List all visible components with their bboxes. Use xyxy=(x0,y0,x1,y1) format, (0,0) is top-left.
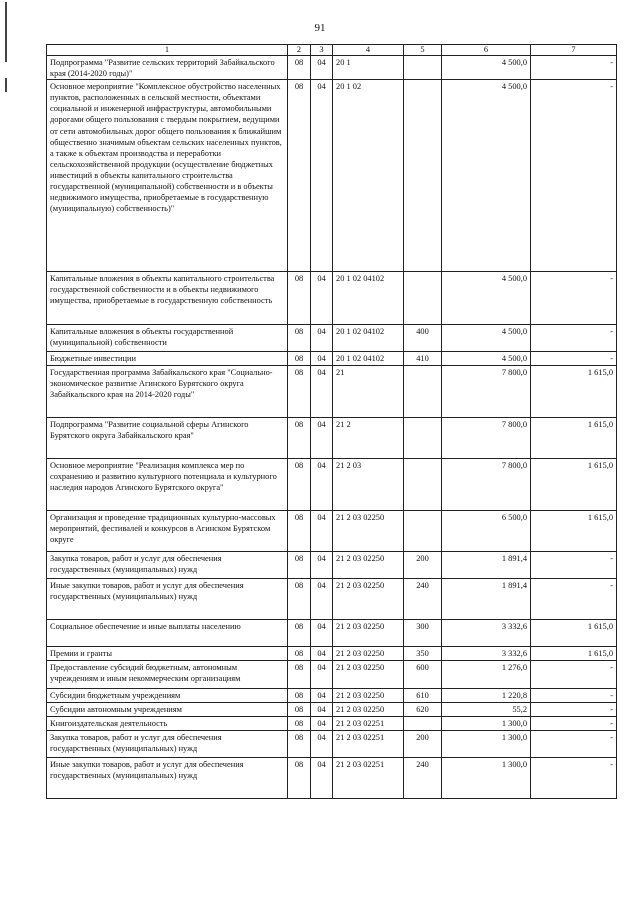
expense-type-cell: 300 xyxy=(404,620,442,647)
section-code-cell: 08 xyxy=(288,352,311,366)
table-row xyxy=(47,703,617,717)
section-code-cell: 08 xyxy=(288,325,311,352)
amount-cell: 3 332,6 xyxy=(442,620,531,647)
section-code-cell: 08 xyxy=(288,647,311,661)
expense-type-cell: 400 xyxy=(404,325,442,352)
federal-amount-cell: - xyxy=(531,272,617,325)
subsection-code-cell: 04 xyxy=(311,647,333,661)
subsection-code-cell: 04 xyxy=(311,80,333,272)
section-code-cell: 08 xyxy=(288,758,311,799)
target-article-cell: 20 1 02 xyxy=(333,80,404,272)
page-number: 91 xyxy=(314,22,326,34)
row-name-cell: Государственная программа Забайкальского края "Социально-экономическое развитие Агинского Бурятского округа Забайкальского края на 2014-2020 годы" xyxy=(47,366,288,418)
subsection-code-cell: 04 xyxy=(311,552,333,579)
federal-amount-cell: - xyxy=(531,80,617,272)
amount-cell: 55,2 xyxy=(442,703,531,717)
table-row xyxy=(47,272,617,325)
row-name-cell: Капитальные вложения в объекты капитального строительства государственной собственности и в объекты недвижимого имущества, приобретаемые в государственную собственность xyxy=(47,272,288,325)
amount-cell: 7 800,0 xyxy=(442,459,531,511)
target-article-cell: 21 2 03 xyxy=(333,459,404,511)
target-article-cell: 21 2 03 02251 xyxy=(333,758,404,799)
section-code-cell: 08 xyxy=(288,717,311,731)
amount-cell: 4 500,0 xyxy=(442,352,531,366)
table-row xyxy=(47,579,617,620)
table-row xyxy=(47,511,617,552)
target-article-cell: 21 2 03 02250 xyxy=(333,552,404,579)
table-row xyxy=(47,758,617,799)
subsection-code-cell: 04 xyxy=(311,325,333,352)
target-article-cell: 21 2 03 02250 xyxy=(333,511,404,552)
table-row xyxy=(47,647,617,661)
target-article-cell: 20 1 xyxy=(333,56,404,80)
target-article-cell: 20 1 02 04102 xyxy=(333,352,404,366)
column-header: 2 xyxy=(288,45,311,56)
expense-type-cell xyxy=(404,459,442,511)
federal-amount-cell: - xyxy=(531,758,617,799)
federal-amount-cell: 1 615,0 xyxy=(531,511,617,552)
amount-cell: 1 891,4 xyxy=(442,552,531,579)
expense-type-cell: 200 xyxy=(404,552,442,579)
federal-amount-cell: 1 615,0 xyxy=(531,647,617,661)
column-header: 7 xyxy=(531,45,617,56)
target-article-cell: 21 2 03 02250 xyxy=(333,579,404,620)
expense-type-cell xyxy=(404,511,442,552)
row-name-cell: Иные закупки товаров, работ и услуг для обеспечения государственных (муниципальных) нужд xyxy=(47,579,288,620)
table-row xyxy=(47,552,617,579)
table-row xyxy=(47,459,617,511)
subsection-code-cell: 04 xyxy=(311,703,333,717)
amount-cell: 1 300,0 xyxy=(442,731,531,758)
expense-type-cell: 610 xyxy=(404,689,442,703)
amount-cell: 7 800,0 xyxy=(442,366,531,418)
table-row xyxy=(47,56,617,80)
section-code-cell: 08 xyxy=(288,418,311,459)
federal-amount-cell: - xyxy=(531,703,617,717)
target-article-cell: 20 1 02 04102 xyxy=(333,272,404,325)
target-article-cell: 21 2 03 02250 xyxy=(333,689,404,703)
row-name-cell: Закупка товаров, работ и услуг для обеспечения государственных (муниципальных) нужд xyxy=(47,552,288,579)
margin-scan-mark xyxy=(5,2,7,62)
table-row xyxy=(47,731,617,758)
target-article-cell: 21 2 03 02250 xyxy=(333,647,404,661)
column-header: 6 xyxy=(442,45,531,56)
expense-type-cell xyxy=(404,366,442,418)
expense-type-cell: 350 xyxy=(404,647,442,661)
federal-amount-cell: - xyxy=(531,579,617,620)
amount-cell: 3 332,6 xyxy=(442,647,531,661)
target-article-cell: 21 2 xyxy=(333,418,404,459)
table-row xyxy=(47,418,617,459)
table-row xyxy=(47,352,617,366)
federal-amount-cell: 1 615,0 xyxy=(531,620,617,647)
amount-cell: 4 500,0 xyxy=(442,56,531,80)
row-name-cell: Предоставление субсидий бюджетным, автономным учреждениям и иным некоммерческим организациям xyxy=(47,661,288,689)
target-article-cell: 21 2 03 02251 xyxy=(333,731,404,758)
target-article-cell: 21 2 03 02250 xyxy=(333,620,404,647)
amount-cell: 4 500,0 xyxy=(442,325,531,352)
margin-scan-mark xyxy=(5,78,7,92)
table-header-row xyxy=(47,45,617,56)
row-name-cell: Премии и гранты xyxy=(47,647,288,661)
expense-type-cell xyxy=(404,80,442,272)
subsection-code-cell: 04 xyxy=(311,352,333,366)
amount-cell: 1 300,0 xyxy=(442,717,531,731)
expense-type-cell xyxy=(404,418,442,459)
amount-cell: 4 500,0 xyxy=(442,80,531,272)
amount-cell: 1 220,8 xyxy=(442,689,531,703)
federal-amount-cell: - xyxy=(531,325,617,352)
subsection-code-cell: 04 xyxy=(311,661,333,689)
table-row xyxy=(47,717,617,731)
table-row xyxy=(47,325,617,352)
section-code-cell: 08 xyxy=(288,272,311,325)
federal-amount-cell: - xyxy=(531,352,617,366)
section-code-cell: 08 xyxy=(288,731,311,758)
row-name-cell: Капитальные вложения в объекты государственной (муниципальной) собственности xyxy=(47,325,288,352)
subsection-code-cell: 04 xyxy=(311,418,333,459)
federal-amount-cell: 1 615,0 xyxy=(531,418,617,459)
row-name-cell: Субсидии автономным учреждениям xyxy=(47,703,288,717)
section-code-cell: 08 xyxy=(288,661,311,689)
section-code-cell: 08 xyxy=(288,459,311,511)
subsection-code-cell: 04 xyxy=(311,717,333,731)
row-name-cell: Иные закупки товаров, работ и услуг для обеспечения государственных (муниципальных) нужд xyxy=(47,758,288,799)
table-row xyxy=(47,689,617,703)
amount-cell: 1 300,0 xyxy=(442,758,531,799)
table-row xyxy=(47,80,617,272)
amount-cell: 1 276,0 xyxy=(442,661,531,689)
section-code-cell: 08 xyxy=(288,56,311,80)
table-row xyxy=(47,620,617,647)
row-name-cell: Книгоиздательская деятельность xyxy=(47,717,288,731)
subsection-code-cell: 04 xyxy=(311,689,333,703)
section-code-cell: 08 xyxy=(288,366,311,418)
amount-cell: 4 500,0 xyxy=(442,272,531,325)
row-name-cell: Социальное обеспечение и иные выплаты населению xyxy=(47,620,288,647)
target-article-cell: 21 2 03 02250 xyxy=(333,661,404,689)
subsection-code-cell: 04 xyxy=(311,579,333,620)
subsection-code-cell: 04 xyxy=(311,758,333,799)
section-code-cell: 08 xyxy=(288,552,311,579)
federal-amount-cell: - xyxy=(531,731,617,758)
expense-type-cell xyxy=(404,272,442,325)
expense-type-cell: 600 xyxy=(404,661,442,689)
federal-amount-cell: 1 615,0 xyxy=(531,366,617,418)
row-name-cell: Закупка товаров, работ и услуг для обеспечения государственных (муниципальных) нужд xyxy=(47,731,288,758)
row-name-cell: Бюджетные инвестиции xyxy=(47,352,288,366)
section-code-cell: 08 xyxy=(288,579,311,620)
column-header: 4 xyxy=(333,45,404,56)
expense-type-cell: 240 xyxy=(404,758,442,799)
expense-type-cell xyxy=(404,717,442,731)
section-code-cell: 08 xyxy=(288,511,311,552)
section-code-cell: 08 xyxy=(288,703,311,717)
target-article-cell: 21 2 03 02251 xyxy=(333,717,404,731)
target-article-cell: 21 2 03 02250 xyxy=(333,703,404,717)
federal-amount-cell: - xyxy=(531,717,617,731)
subsection-code-cell: 04 xyxy=(311,459,333,511)
expense-type-cell xyxy=(404,56,442,80)
row-name-cell: Основное мероприятие "Реализация комплекса мер по сохранению и развитию культурного потенциала и культурного наследия народов Агинского Бурятского округа" xyxy=(47,459,288,511)
subsection-code-cell: 04 xyxy=(311,731,333,758)
expense-type-cell: 240 xyxy=(404,579,442,620)
amount-cell: 1 891,4 xyxy=(442,579,531,620)
federal-amount-cell: 1 615,0 xyxy=(531,459,617,511)
subsection-code-cell: 04 xyxy=(311,366,333,418)
subsection-code-cell: 04 xyxy=(311,511,333,552)
expense-type-cell: 200 xyxy=(404,731,442,758)
column-header: 1 xyxy=(47,45,288,56)
amount-cell: 6 500,0 xyxy=(442,511,531,552)
budget-table xyxy=(46,44,617,799)
target-article-cell: 20 1 02 04102 xyxy=(333,325,404,352)
target-article-cell: 21 xyxy=(333,366,404,418)
federal-amount-cell: - xyxy=(531,689,617,703)
expense-type-cell: 620 xyxy=(404,703,442,717)
expense-type-cell: 410 xyxy=(404,352,442,366)
row-name-cell: Основное мероприятие "Комплексное обустройство населенных пунктов, расположенных в сельской местности, объектами социальной и инженерной инфраструктуры, автомобильными дорогами общего пользования с твердым покрытием, ведущими от сети автомобильных дорог общего пользования к ближайшим общественно значимым объектам сельских населенных пунктов, а также к объектам производства и переработки сельскохозяйственной продукции (осуществление бюджетных инвестиций в объекты капитального строительства государственной (муниципальной) собственности и в объекты недвижимого имущества, приобретаемые в государственную (муниципальную) собственность)" xyxy=(47,80,288,272)
section-code-cell: 08 xyxy=(288,689,311,703)
federal-amount-cell: - xyxy=(531,661,617,689)
subsection-code-cell: 04 xyxy=(311,56,333,80)
subsection-code-cell: 04 xyxy=(311,620,333,647)
column-header: 5 xyxy=(404,45,442,56)
section-code-cell: 08 xyxy=(288,80,311,272)
federal-amount-cell: - xyxy=(531,56,617,80)
subsection-code-cell: 04 xyxy=(311,272,333,325)
row-name-cell: Организация и проведение традиционных культурно-массовых мероприятий, фестивалей и конкурсов в Агинском Бурятском округе xyxy=(47,511,288,552)
amount-cell: 7 800,0 xyxy=(442,418,531,459)
table-row xyxy=(47,661,617,689)
column-header: 3 xyxy=(311,45,333,56)
row-name-cell: Субсидии бюджетным учреждениям xyxy=(47,689,288,703)
section-code-cell: 08 xyxy=(288,620,311,647)
row-name-cell: Подпрограмма "Развитие сельских территорий Забайкальского края (2014-2020 годы)" xyxy=(47,56,288,80)
table-row xyxy=(47,366,617,418)
row-name-cell: Подпрограмма "Развитие социальной сферы Агинского Бурятского округа Забайкальского края" xyxy=(47,418,288,459)
federal-amount-cell: - xyxy=(531,552,617,579)
